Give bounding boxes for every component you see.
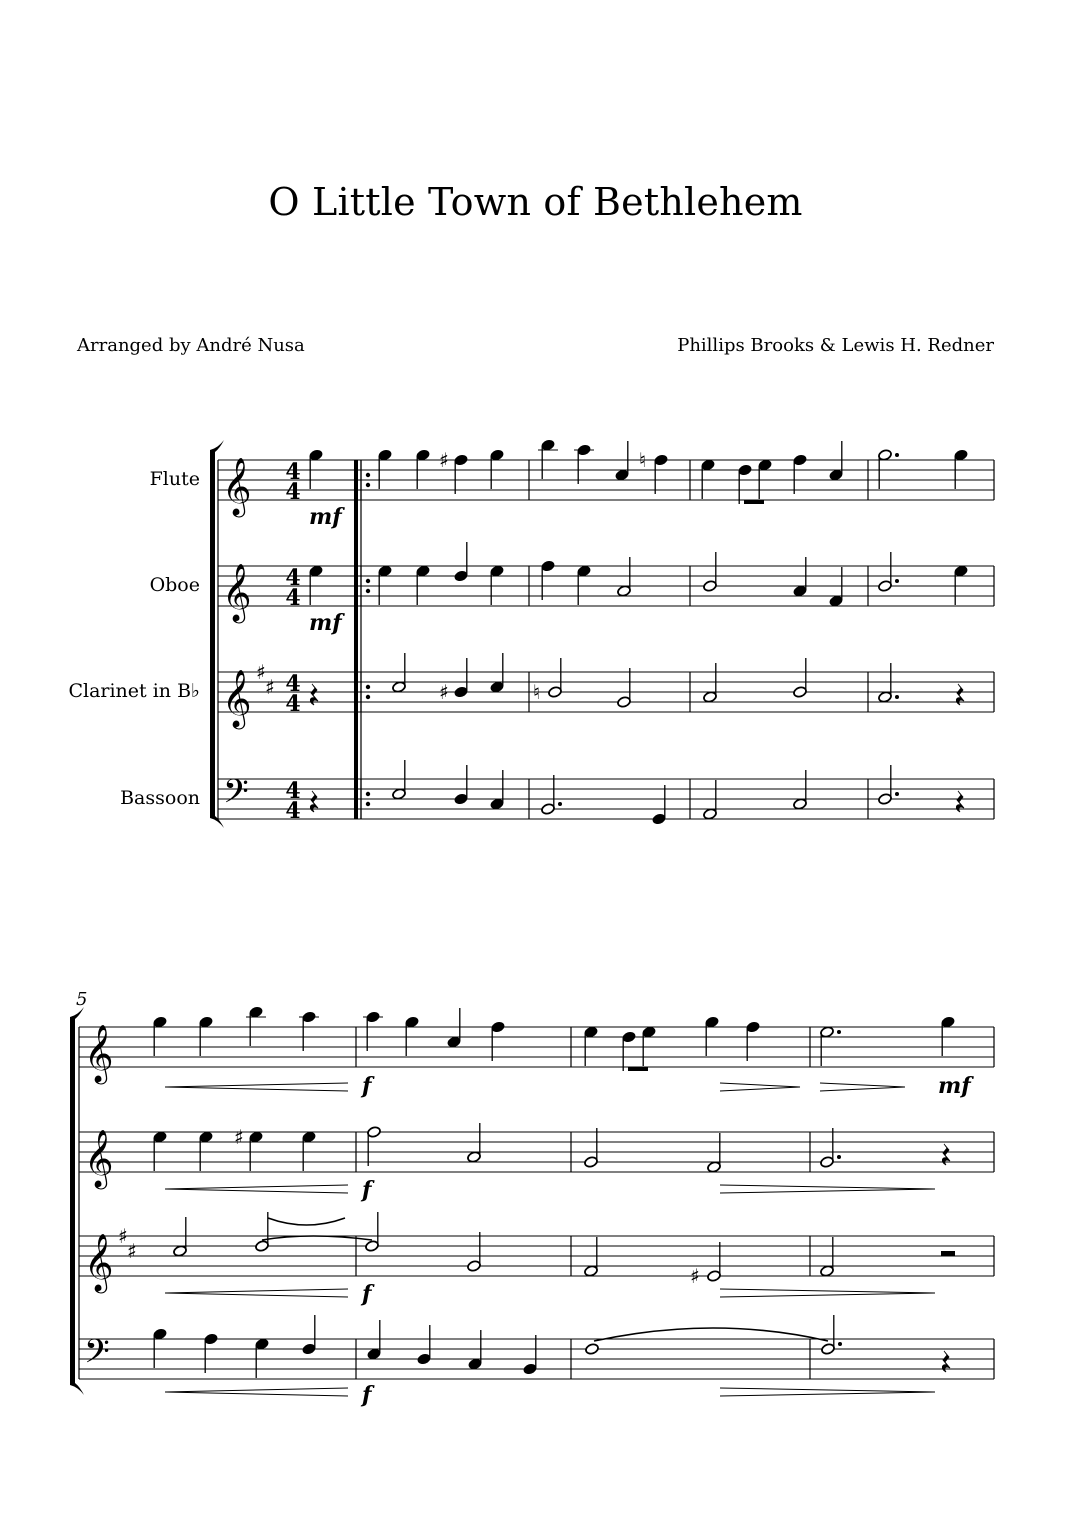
quarter-note: [378, 449, 393, 462]
quarter-note: [793, 454, 808, 467]
augmentation-dot: [895, 792, 899, 796]
system-2: [70, 989, 994, 1408]
quarter-note: [523, 1363, 538, 1376]
augmentation-dot: [895, 579, 899, 583]
quarter-note: [454, 454, 469, 467]
beam: [744, 500, 764, 504]
quarter-note: [199, 1016, 214, 1029]
quarter-note: [468, 1358, 483, 1371]
half-note: [541, 803, 556, 816]
instrument-name-oboe: Oboe: [149, 574, 200, 596]
quarter-note: [416, 449, 431, 462]
treble-clef-icon: 𝄞: [84, 1233, 114, 1291]
quarter-note: [705, 1016, 720, 1029]
quarter-note: [491, 1021, 506, 1034]
half-note: [878, 580, 893, 593]
key-sharp-f: ♯: [118, 1224, 128, 1248]
repeat-dot: [366, 685, 370, 689]
decrescendo-hairpin: [720, 1392, 935, 1396]
quarter-note: [490, 798, 505, 811]
quarter-note: [309, 565, 324, 578]
half-note: [878, 793, 893, 806]
half-note: [365, 1240, 380, 1253]
crescendo-hairpin: [165, 1189, 348, 1193]
half-rest: [941, 1251, 955, 1256]
half-note: [173, 1245, 188, 1258]
half-note: [821, 1343, 836, 1356]
quarter-note: [199, 1131, 214, 1144]
bracket-hook: [70, 1383, 84, 1395]
half-note: [878, 691, 893, 704]
quarter-note: [490, 565, 505, 578]
quarter-note: [204, 1333, 219, 1346]
half-note: [703, 580, 718, 593]
quarter-note: [615, 469, 630, 482]
time-signature-top: 4: [285, 459, 301, 485]
half-note: [707, 1270, 722, 1283]
augmentation-dot: [895, 453, 899, 457]
quarter-note: [746, 1021, 761, 1034]
quarter-note: [249, 1006, 264, 1019]
treble-clef-icon: 𝄞: [84, 1129, 114, 1187]
decrescendo-hairpin: [720, 1189, 935, 1193]
half-note: [392, 681, 407, 694]
crescendo-hairpin: [165, 1185, 348, 1189]
repeat-dot: [366, 473, 370, 477]
decrescendo-hairpin: [720, 1087, 800, 1091]
quarter-note: [793, 585, 808, 598]
repeat-dot: [366, 579, 370, 583]
crescendo-hairpin: [165, 1293, 348, 1297]
instrument-name-clarinet: Clarinet in B♭: [68, 680, 200, 702]
time-signature-top: 4: [285, 778, 301, 804]
half-note: [467, 1260, 482, 1273]
quarter-note: [454, 686, 469, 699]
quarter-note: [654, 454, 669, 467]
quarter-note: [642, 1026, 657, 1039]
quarter-note: [302, 1343, 317, 1356]
time-signature-bottom: 4: [285, 479, 301, 505]
half-note: [617, 585, 632, 598]
decrescendo-hairpin: [720, 1083, 800, 1087]
quarter-note: [367, 1348, 382, 1361]
bass-clef-icon: 𝄢: [223, 773, 249, 819]
dynamic-marking: f: [362, 1281, 372, 1307]
quarter-note: [622, 1031, 637, 1044]
treble-clef-icon: 𝄞: [222, 563, 252, 621]
quarter-note: [829, 469, 844, 482]
quarter-note: [405, 1016, 420, 1029]
augmentation-dot: [838, 1342, 842, 1346]
treble-clef-icon: 𝄞: [222, 669, 252, 727]
quarter-note: [454, 793, 469, 806]
tie: [268, 1218, 345, 1225]
decrescendo-hairpin: [720, 1185, 935, 1189]
repeat-dot: [366, 792, 370, 796]
repeat-dot: [366, 589, 370, 593]
page-title: O Little Town of Bethlehem: [268, 180, 803, 224]
quarter-note: [652, 813, 667, 826]
quarter-note: [378, 565, 393, 578]
augmentation-dot: [837, 1155, 841, 1159]
quarter-note: [490, 681, 505, 694]
quarter-note: [255, 1338, 270, 1351]
quarter-note: [829, 595, 844, 608]
quarter-note: [447, 1036, 462, 1049]
composer-credit: Phillips Brooks & Lewis H. Redner: [677, 335, 994, 356]
crescendo-hairpin: [165, 1388, 348, 1392]
quarter-note: [490, 449, 505, 462]
quarter-note: [954, 565, 969, 578]
system-bracket: [70, 1017, 75, 1385]
augmentation-dot: [837, 1030, 841, 1034]
dynamic-marking: f: [362, 1177, 372, 1203]
half-note: [703, 691, 718, 704]
quarter-note: [584, 1026, 599, 1039]
repeat-dot: [366, 802, 370, 806]
half-note: [878, 449, 893, 462]
time-signature-top: 4: [285, 565, 301, 591]
bracket-hook: [210, 440, 224, 452]
half-note: [793, 798, 808, 811]
quarter-note: [738, 464, 753, 477]
quarter-note: [577, 565, 592, 578]
key-sharp-c: ♯: [265, 675, 275, 699]
dynamic-marking: f: [362, 1073, 372, 1099]
sharp-accidental: ♯: [690, 1264, 700, 1288]
quarter-note: [153, 1016, 168, 1029]
half-note: [617, 696, 632, 709]
dynamic-marking: mf: [309, 504, 342, 530]
instrument-name-bassoon: Bassoon: [120, 787, 200, 809]
crescendo-hairpin: [165, 1087, 348, 1091]
quarter-note: [416, 565, 431, 578]
dynamic-marking: f: [362, 1382, 372, 1408]
arranger-credit: Arranged by André Nusa: [77, 335, 305, 356]
sharp-accidental: ♯: [439, 448, 449, 472]
system-1: [68, 439, 994, 828]
quarter-note: [454, 570, 469, 583]
quarter-note: [701, 459, 716, 472]
decrescendo-hairpin: [820, 1083, 905, 1087]
quarter-note: [309, 449, 324, 462]
natural-accidental: ♮: [639, 448, 647, 472]
instrument-name-flute: Flute: [149, 468, 200, 490]
half-note: [255, 1240, 270, 1253]
quarter-note: [153, 1328, 168, 1341]
crescendo-hairpin: [165, 1289, 348, 1293]
time-signature-bottom: 4: [285, 585, 301, 611]
half-note: [584, 1156, 599, 1169]
quarter-note: [954, 449, 969, 462]
crescendo-hairpin: [165, 1392, 348, 1396]
augmentation-dot: [895, 695, 899, 699]
dynamic-marking: mf: [938, 1073, 971, 1099]
quarter-note: [417, 1353, 432, 1366]
key-sharp-f: ♯: [256, 660, 266, 684]
whole-note: [585, 1343, 600, 1356]
decrescendo-hairpin: [820, 1087, 905, 1091]
half-note: [820, 1156, 835, 1169]
half-note: [820, 1026, 835, 1039]
quarter-note: [541, 439, 556, 452]
sharp-accidental: ♯: [439, 680, 449, 704]
measure-number: 5: [76, 989, 88, 1010]
half-note: [548, 686, 563, 699]
half-note: [793, 686, 808, 699]
decrescendo-hairpin: [720, 1293, 935, 1297]
bracket-hook: [210, 816, 224, 828]
half-note: [392, 788, 407, 801]
quarter-note: [302, 1131, 317, 1144]
half-note: [707, 1161, 722, 1174]
decrescendo-hairpin: [720, 1388, 935, 1392]
natural-accidental: ♮: [533, 680, 541, 704]
key-sharp-c: ♯: [127, 1239, 137, 1263]
system-bracket: [210, 450, 215, 818]
half-note: [467, 1151, 482, 1164]
augmentation-dot: [558, 802, 562, 806]
half-note: [584, 1265, 599, 1278]
repeat-dot: [366, 483, 370, 487]
quarter-note: [758, 459, 773, 472]
repeat-thick-bar: [354, 460, 358, 819]
time-signature-bottom: 4: [285, 798, 301, 824]
beam: [628, 1067, 648, 1071]
sharp-accidental: ♯: [234, 1125, 244, 1149]
decrescendo-hairpin: [720, 1289, 935, 1293]
half-note: [703, 808, 718, 821]
treble-clef-icon: 𝄞: [84, 1024, 114, 1082]
half-note: [820, 1265, 835, 1278]
time-signature-bottom: 4: [285, 691, 301, 717]
quarter-note: [249, 1131, 264, 1144]
quarter-note: [941, 1016, 956, 1029]
treble-clef-icon: 𝄞: [222, 457, 252, 515]
repeat-dot: [366, 695, 370, 699]
dynamic-marking: mf: [309, 610, 342, 636]
time-signature-top: 4: [285, 671, 301, 697]
quarter-note: [153, 1131, 168, 1144]
bass-clef-icon: 𝄢: [84, 1333, 110, 1379]
half-note: [367, 1126, 382, 1139]
quarter-note: [541, 560, 556, 573]
crescendo-hairpin: [165, 1083, 348, 1087]
